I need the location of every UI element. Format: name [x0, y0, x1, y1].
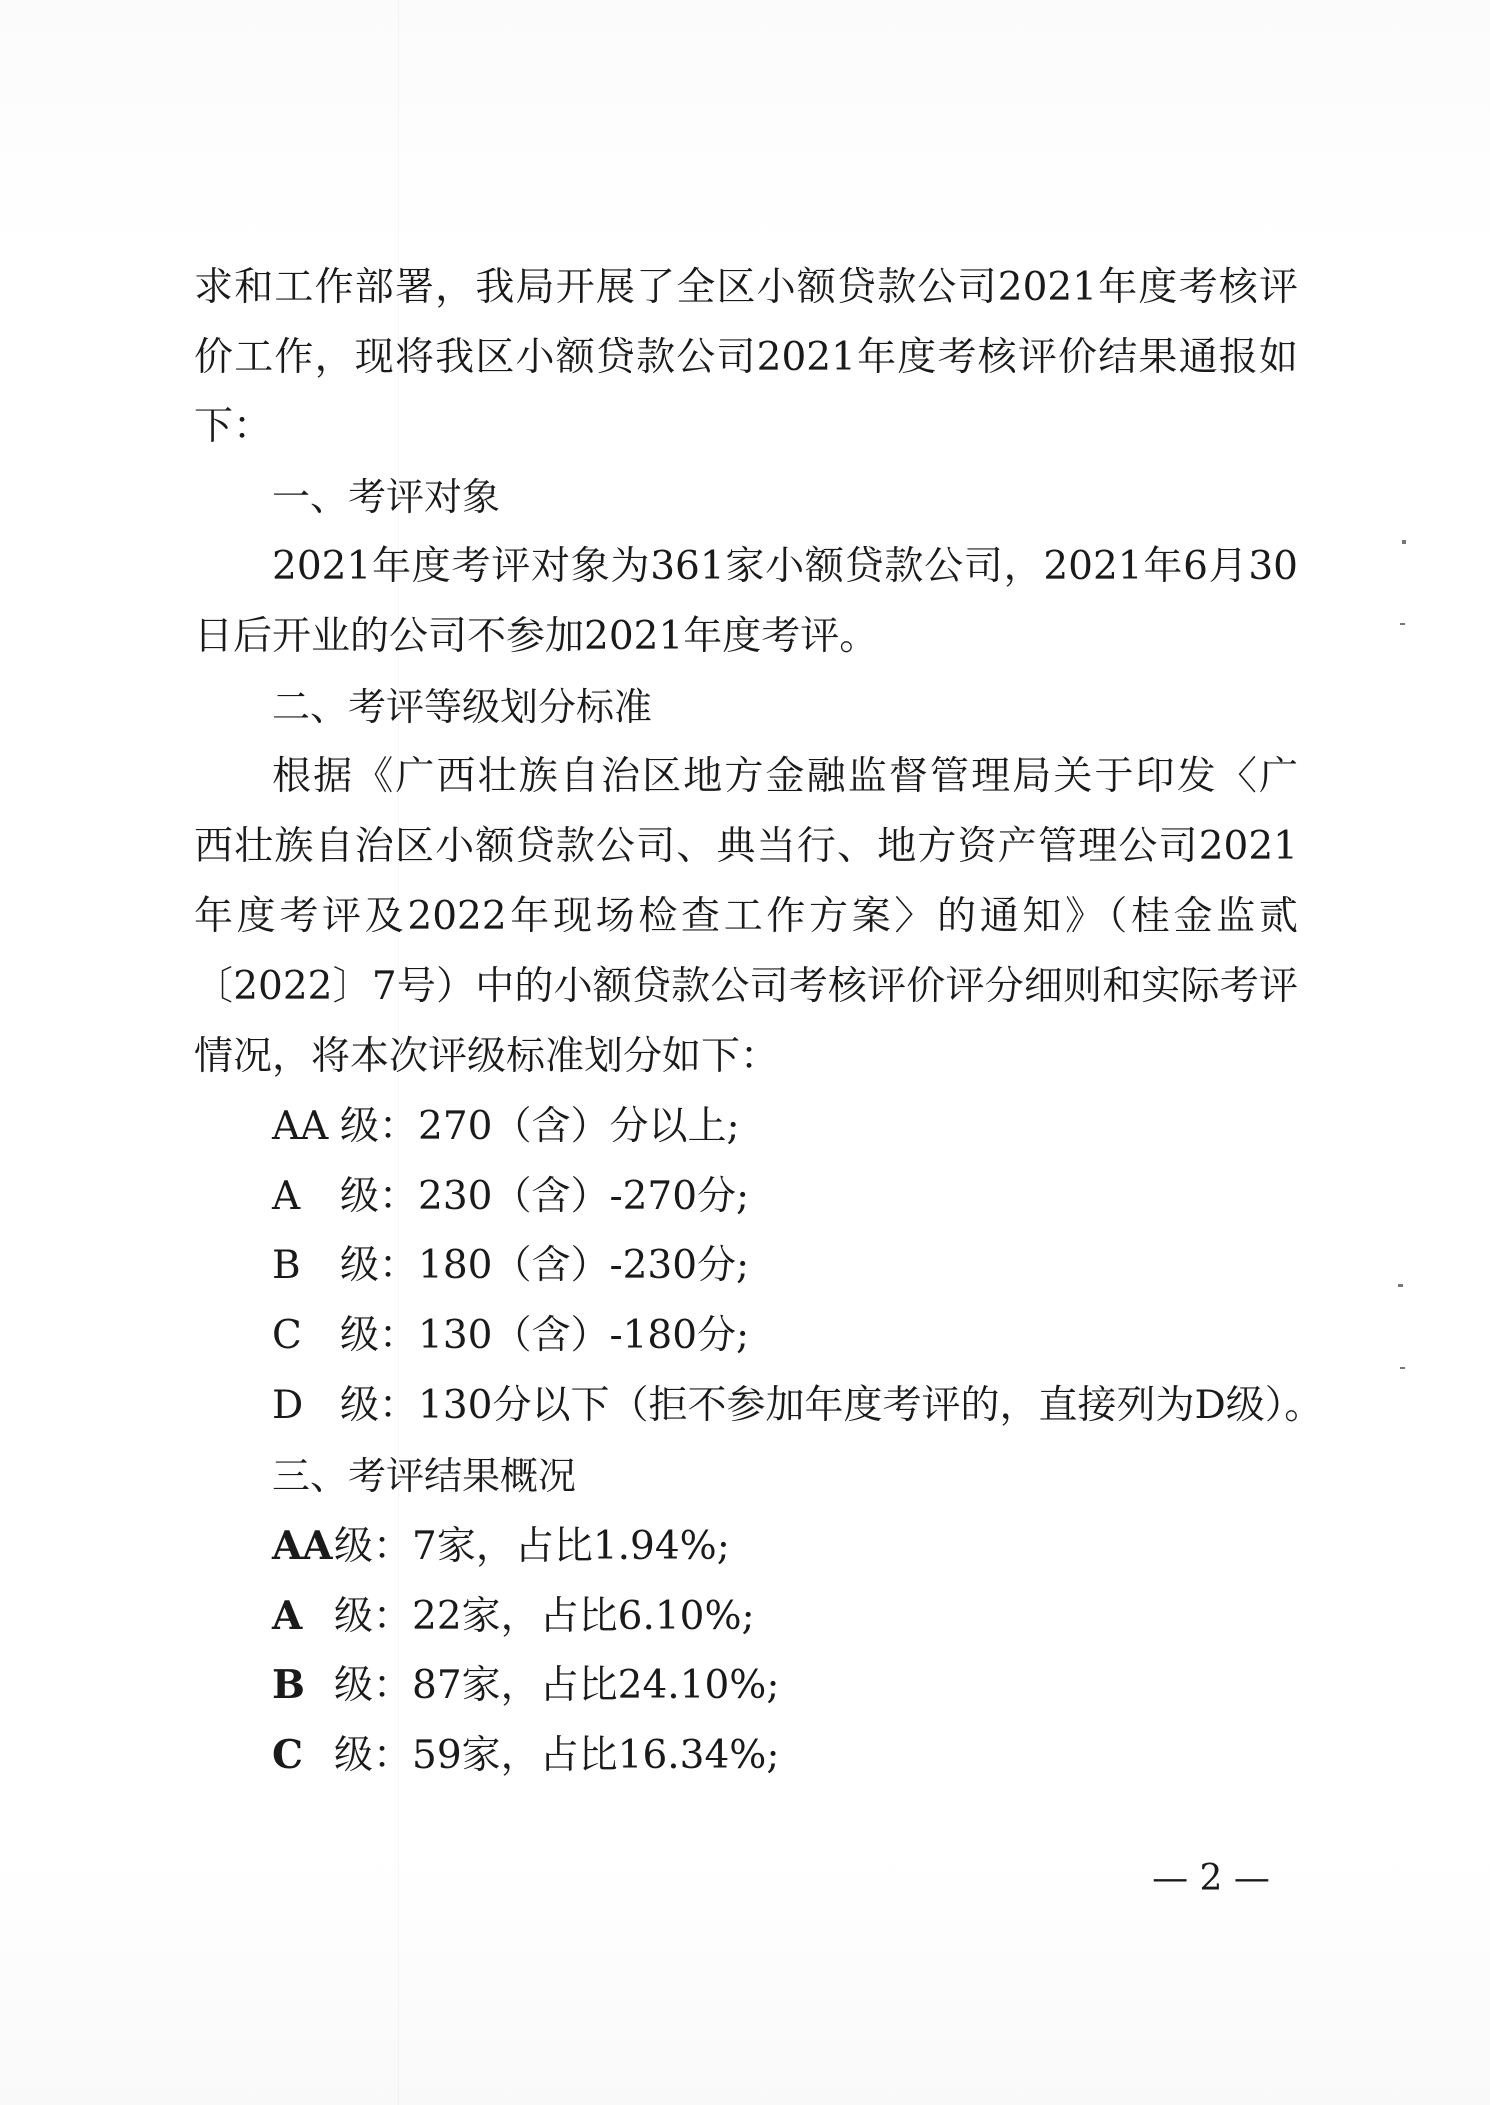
grade-standard-row	[272, 1101, 740, 1153]
paragraph-line: 情况，将本次评级标准划分如下：	[194, 1034, 780, 1079]
result-text: 级：59家，占比16.34%;	[334, 1733, 780, 1778]
grade-standard-text: 级：270（含）分以上;	[340, 1104, 740, 1149]
result-grade-label: C	[272, 1732, 304, 1778]
section-heading: 三、考评结果概况	[272, 1454, 577, 1498]
result-grade-label: AA	[272, 1523, 333, 1569]
grade-label: B	[272, 1243, 301, 1288]
grade-label: A	[272, 1174, 301, 1219]
grade-standard-row	[272, 1310, 749, 1362]
result-row	[272, 1659, 779, 1711]
section-heading: 二、考评等级划分标准	[272, 685, 653, 729]
result-grade-label: B	[272, 1662, 305, 1708]
scan-speck	[1402, 540, 1406, 544]
result-row	[272, 1590, 755, 1642]
grade-standard-text: 级：130（含）-180分;	[340, 1313, 750, 1358]
grade-standard-text: 级：230（含）-270分;	[340, 1174, 750, 1219]
scan-speck	[1400, 1367, 1405, 1369]
grade-label: C	[272, 1313, 302, 1358]
grade-standard-text: 级：180（含）-230分;	[340, 1243, 750, 1288]
paragraph-line: 〔2022〕7号）中的小额贷款公司考核评价评分细则和实际考评	[194, 964, 1298, 1009]
grade-standard-text: 级：130分以下（拒不参加年度考评的，直接列为D级）。	[340, 1383, 1324, 1428]
section-heading: 一、考评对象	[272, 475, 501, 519]
result-row	[272, 1729, 779, 1781]
result-text: 级：22家，占比6.10%;	[334, 1594, 755, 1639]
scan-speck	[1400, 623, 1405, 625]
grade-standard-row	[272, 1240, 749, 1292]
paragraph-line: 求和工作部署，我局开展了全区小额贷款公司2021年度考核评	[194, 265, 1298, 310]
result-grade-label: A	[272, 1593, 303, 1639]
paragraph-line: 西壮族自治区小额贷款公司、典当行、地方资产管理公司2021	[194, 824, 1298, 869]
result-text: 级：7家，占比1.94%;	[334, 1524, 730, 1569]
grade-standard-row	[272, 1171, 749, 1223]
scan-speck	[1398, 1284, 1403, 1287]
grade-label: AA	[272, 1104, 329, 1149]
page-number: — 2 —	[1152, 1858, 1270, 1899]
paragraph-line: 日后开业的公司不参加2021年度考评。	[194, 614, 879, 659]
paragraph-line: 根据《广西壮族自治区地方金融监督管理局关于印发〈广	[272, 754, 1298, 799]
result-row	[272, 1520, 730, 1572]
result-text: 级：87家，占比24.10%;	[334, 1663, 780, 1708]
grade-label: D	[272, 1383, 304, 1428]
grade-standard-row	[272, 1380, 1323, 1432]
paragraph-line: 价工作，现将我区小额贷款公司2021年度考核评价结果通报如	[194, 335, 1298, 380]
paragraph-line: 年度考评及2022年现场检查工作方案〉的通知》（桂金监贰	[194, 894, 1298, 939]
paragraph-line: 下：	[194, 404, 273, 449]
paragraph-line: 2021年度考评对象为361家小额贷款公司，2021年6月30	[272, 544, 1298, 589]
